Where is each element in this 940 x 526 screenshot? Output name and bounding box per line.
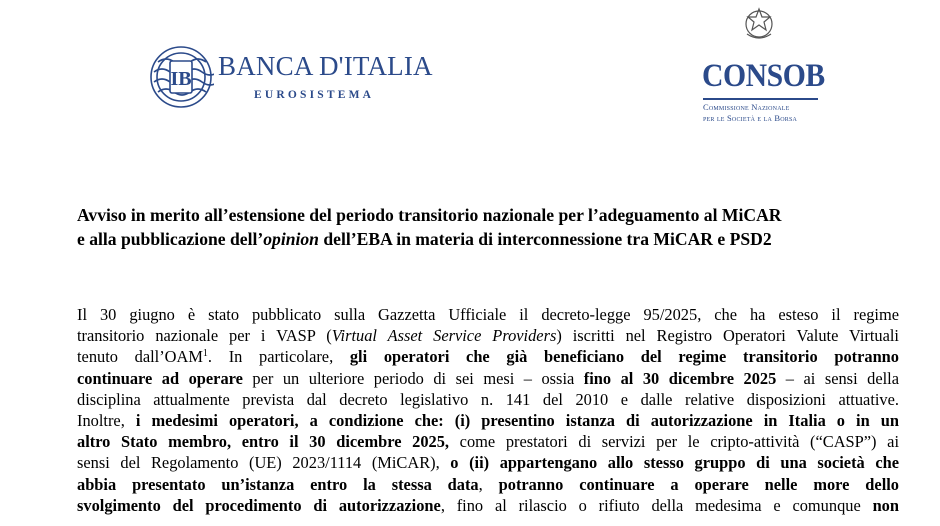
consob-subtitle-line2: per le Società e la Borsa <box>703 113 798 123</box>
body-text: per un ulteriore periodo di sei mesi – ossia <box>242 368 584 388</box>
body-line-4 <box>77 368 899 389</box>
body-text: Inoltre, <box>77 410 136 430</box>
notice-title <box>77 203 907 251</box>
title-text: dell’EBA in materia di interconnessione tra MiCAR e PSD2 <box>318 229 772 249</box>
body-line-10 <box>77 495 899 516</box>
body-bold-text: continuare ad operare <box>77 368 243 388</box>
footnote-reference[interactable]: 1 <box>202 348 208 360</box>
body-text: tenuto dall’OAM <box>77 347 203 367</box>
consob-name: CONSOB <box>702 58 825 94</box>
body-text: , <box>478 474 499 494</box>
body-line-7 <box>77 431 899 452</box>
body-bold-text: gli operatori che già beneficiano del regime transitorio potranno <box>349 347 899 367</box>
title-line-1: Avviso in merito all’estensione del periodo transitorio nazionale per l’adeguamento al MiCAR <box>77 205 782 225</box>
body-text: come prestatori di servizi per le cripto-attività (“CASP”) ai <box>449 432 900 452</box>
body-italic-term: Virtual Asset Service Providers <box>331 326 557 346</box>
banca-italia-emblem-icon <box>148 42 214 112</box>
body-bold-text: abbia presentato un’istanza entro la stessa data <box>77 474 479 494</box>
body-text: ) iscritti nel Registro Operatori Valute Virtuali <box>556 326 899 346</box>
title-italic-term: opinion <box>263 229 319 249</box>
body-text: transitorio nazionale per i VASP ( <box>77 326 332 346</box>
body-line-9 <box>77 474 899 495</box>
body-text: , fino al rilascio o rifiuto della medesima e comunque <box>440 495 873 515</box>
body-line-5: disciplina attualmente prevista dal decreto legislativo n. 141 del 2010 e dalle relative disposizioni attuative. <box>77 389 899 409</box>
body-line-8 <box>77 452 899 473</box>
body-line-3 <box>77 346 899 367</box>
body-bold-text: potranno continuare a operare nelle more dello <box>498 474 900 494</box>
body-bold-text: o (ii) appartengano allo stesso gruppo di una società che <box>450 453 900 473</box>
title-line-2 <box>77 227 907 251</box>
body-bold-text: non <box>872 495 899 515</box>
body-line-1: Il 30 giugno è stato pubblicato sulla Gazzetta Ufficiale il decreto-legge 95/2025, che ha esteso il regime <box>77 305 899 324</box>
banca-italia-name: BANCA D'ITALIA <box>218 51 433 81</box>
body-bold-text: altro Stato membro, entro il 30 dicembre 2025, <box>77 432 450 452</box>
body-line-2 <box>77 325 899 346</box>
notice-body-paragraph <box>77 304 899 516</box>
body-text: . In particolare, <box>207 347 350 367</box>
consob-subtitle-line1: Commissione Nazionale <box>703 102 790 112</box>
body-text: sensi del Regolamento (UE) 2023/1114 (MiCAR), <box>77 453 451 473</box>
consob-logo <box>700 6 830 126</box>
banca-italia-subtitle: EUROSISTEMA <box>254 89 375 101</box>
title-text: e alla pubblicazione dell’ <box>77 229 264 249</box>
italian-republic-emblem-icon <box>742 6 776 42</box>
body-text: – ai sensi della <box>776 368 899 388</box>
body-bold-text: i medesimi operatori, a condizione che: (i) presentino istanza di autorizzazione in Italia o in un <box>135 410 899 430</box>
banca-italia-logo <box>148 42 433 114</box>
svg-text:IB: IB <box>170 68 192 90</box>
consob-divider <box>703 98 818 100</box>
body-bold-text: fino al 30 dicembre 2025 <box>583 368 777 388</box>
body-bold-text: svolgimento del procedimento di autorizzazione <box>77 495 441 515</box>
body-line-6 <box>77 410 899 431</box>
